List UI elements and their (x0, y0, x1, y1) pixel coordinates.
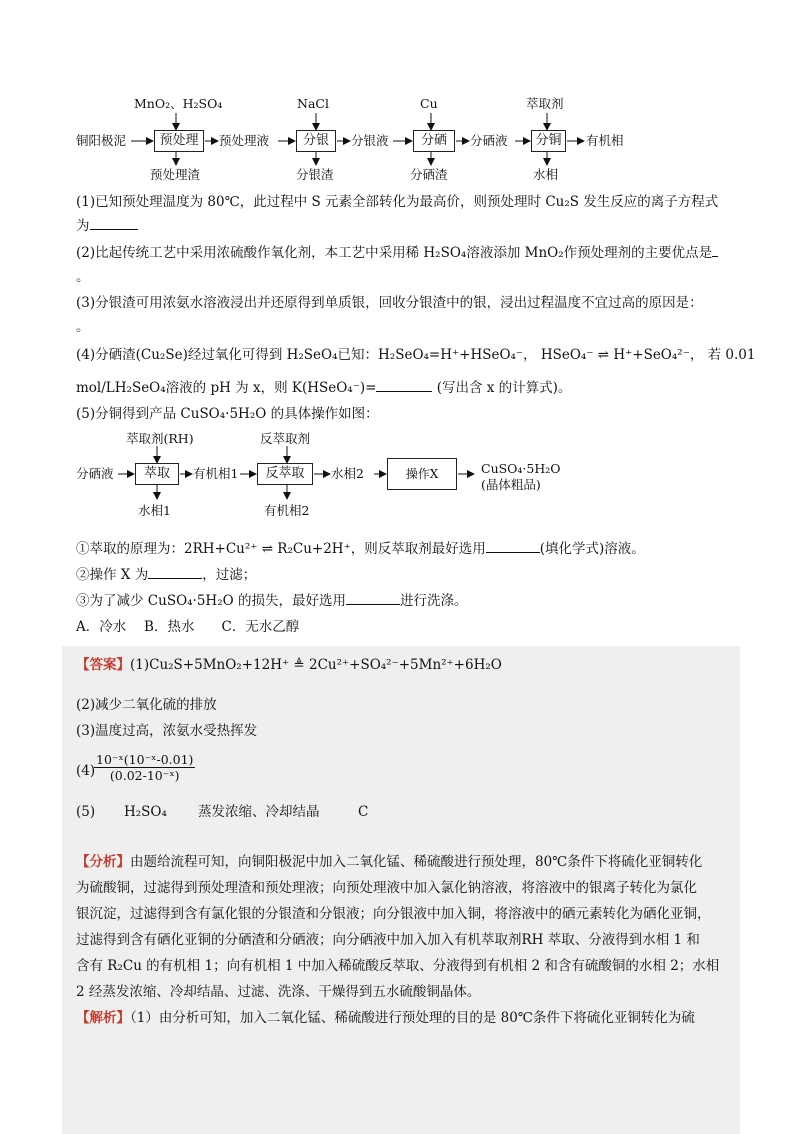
answer-a1: 【答案】(1)Cu₂S+5MnO₂+12H⁺ ≜ 2Cu²⁺+SO₄²⁻+5Mn²⁺+6H₂O (76, 657, 502, 673)
analysis-line-1: 【分析】由题给流程可知，向铜阳极泥中加入二氧化锰、稀硫酸进行预处理，80℃条件下将硫化亚铜转化 (76, 854, 703, 870)
q5-1: ①萃取的原理为：2RH+Cu²⁺ ⇌ R₂Cu+2H⁺，则反萃取剂最好选用 (填化学式)溶液。 (76, 541, 645, 557)
q1-line2: 为 (76, 217, 138, 235)
answer-a4-label: (4) (76, 763, 96, 779)
reagent-1: MnO₂、H₂SO₄ (134, 96, 223, 111)
answer-a5-label: (5) (76, 804, 96, 820)
q5-2: ②操作 X 为 ，过滤； (76, 567, 257, 583)
step-silver: 分银 (296, 130, 336, 152)
liquid-4: 有机相 (586, 133, 624, 148)
analysis-line-2: 为硫酸铜，过滤得到预处理渣和预处理液；向预处理液中加入氯化钠溶液，将溶液中的银离子转化为氯化 (76, 880, 697, 896)
analysis-line-6: 2 经蒸发浓缩、冷却结晶、过滤、洗涤、干燥得到五水硫酸铜晶体。 (76, 984, 481, 1000)
flow2-out2: 有机相2 (264, 503, 310, 518)
q5-3: ③为了减少 CuSO₄·5H₂O 的损失，最好选用 进行洗涤。 (76, 593, 468, 609)
flow2-mid1: 有机相1 (193, 466, 239, 481)
answer-a5-3: C (358, 804, 369, 820)
flow2-step-back-extract: 反萃取 (257, 463, 313, 485)
residue-1: 预处理渣 (150, 167, 201, 182)
reagent-2: NaCl (297, 96, 329, 111)
liquid-2: 分银液 (351, 133, 389, 148)
answer-a4-denominator: (0.02-10⁻ˣ) (109, 768, 180, 783)
residue-2: 分银渣 (296, 167, 334, 182)
residue-4: 水相 (533, 167, 559, 182)
answer-a4-numerator: 10⁻ˣ(10⁻ˣ-0.01) (96, 752, 194, 767)
flow1-start: 铜阳极泥 (76, 133, 127, 148)
q5-options: A．冷水 B．热水 C．无水乙醇 (76, 619, 300, 635)
residue-3: 分硒渣 (410, 167, 448, 182)
answer-a4-fraction (94, 752, 195, 783)
liquid-3: 分硒液 (470, 133, 508, 148)
flow2-start: 分硒液 (76, 466, 114, 481)
answer-a5-2: 蒸发浓缩、冷却结晶 (198, 804, 320, 820)
analysis-line-3: 银沉淀，过滤得到含有氯化银的分银渣和分银液；向分银液中加入铜，将溶液中的硒元素转化为硒化亚铜， (76, 906, 711, 922)
step-selenium: 分硒 (413, 130, 455, 152)
answer-a3: (3)温度过高，浓氨水受热挥发 (76, 723, 258, 739)
q2-line2: 。 (76, 269, 90, 285)
q2-line1: (2)比起传统工艺中采用浓硫酸作氧化剂，本工艺中采用稀 H₂SO₄溶液添加 MnO₂作预处理剂的主要优点是 (76, 244, 718, 262)
flow2-step-operation-x: 操作X (387, 458, 457, 490)
flow2-product: CuSO₄·5H₂O (481, 461, 561, 476)
q3-line2: 。 (76, 319, 90, 335)
flow2-mid2: 水相2 (331, 466, 364, 481)
answer-a5-1: H₂SO₄ (124, 804, 167, 820)
q5-intro: (5)分铜得到产品 CuSO₄·5H₂O 的具体操作如图： (76, 406, 379, 422)
flow2-product-note: (晶体粗品) (481, 477, 541, 492)
flow2-step-extract: 萃取 (135, 463, 179, 485)
answer-a2: (2)减少二氧化硫的排放 (76, 697, 217, 713)
q4-line2: mol/LH₂SeO₄溶液的 pH 为 x，则 K(HSeO₄⁻)= (写出含 x 的计算式)。 (76, 380, 572, 396)
reagent-3: Cu (420, 96, 438, 111)
liquid-1: 预处理液 (219, 133, 270, 148)
analysis-line-5: 含有 R₂Cu 的有机相 1；向有机相 1 中加入稀硫酸反萃取、分液得到有机相 2 和含有硫酸铜的水相 2；水相 (76, 958, 720, 974)
flow2-reagent2: 反萃取剂 (260, 431, 311, 446)
analysis-line-4: 过滤得到含有硒化亚铜的分硒渣和分硒液；向分硒液中加入加入有机萃取剂RH 萃取、分液得到水相 1 和 (76, 932, 700, 948)
step-copper: 分铜 (531, 130, 566, 152)
flow2-out1: 水相1 (138, 503, 171, 518)
explanation-line: 【解析】（1）由分析可知，加入二氧化锰、稀硫酸进行预处理的目的是 80℃条件下将硫化亚铜转化为硫 (76, 1010, 695, 1026)
q1-line1: (1)已知预处理温度为 80℃，此过程中 S 元素全部转化为最高价，则预处理时 Cu₂S 发生反应的离子方程式 (76, 194, 719, 210)
step-pretreat: 预处理 (154, 130, 204, 152)
q4-line1: (4)分硒渣(Cu₂Se)经过氧化可得到 H₂SeO₄已知：H₂SeO₄=H⁺+HSeO₄⁻， HSeO₄⁻ ⇌ H⁺+SeO₄²⁻， 若 0.01 (76, 347, 756, 363)
reagent-4: 萃取剂 (526, 96, 564, 111)
q3-line1: (3)分银渣可用浓氨水溶液浸出并还原得到单质银，回收分银渣中的银，浸出过程温度不宜过高的原因是： (76, 295, 703, 311)
flow2-reagent1: 萃取剂(RH) (126, 431, 194, 446)
